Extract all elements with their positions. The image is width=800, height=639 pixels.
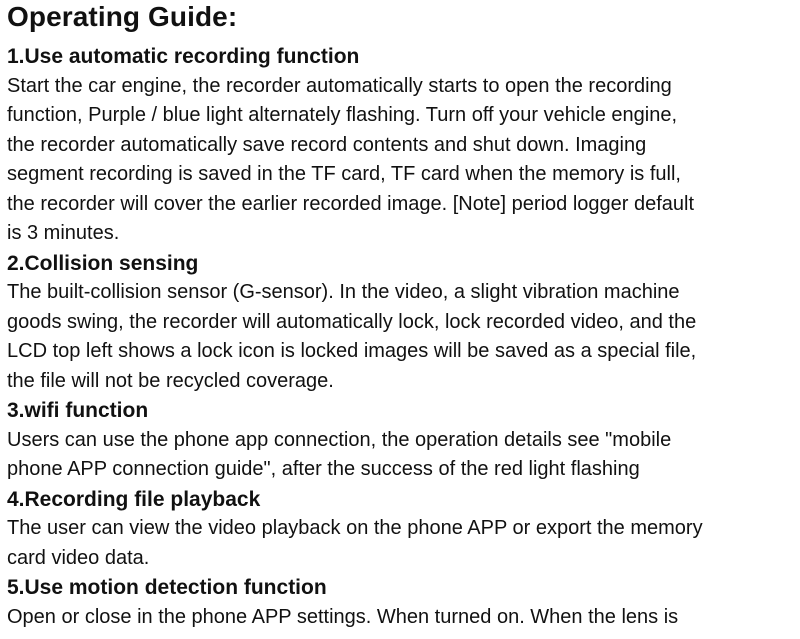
paragraph-line: the recorder automatically save record contents and shut down. Imaging [7,133,647,156]
paragraph-line: LCD top left shows a lock icon is locked images will be saved as a special file, [7,340,697,362]
section-automatic-recording [7,42,797,249]
paragraph-line: Users can use the phone app connection, the operation details see "mobile [7,428,672,451]
section-wifi-function [7,396,797,485]
paragraph-line: goods swing, the recorder will automatically lock, lock recorded video, and the [7,310,697,333]
paragraph-line: Start the car engine, the recorder automatically starts to open the recording [7,74,672,97]
section-motion-detection [7,573,797,632]
section-heading: 1.Use automatic recording function [7,45,360,68]
paragraph-line: The built-collision sensor (G-sensor). In the video, a slight vibration machine [7,281,680,303]
section-paragraph [7,603,797,633]
section-heading: 5.Use motion detection function [7,576,327,599]
page-title: Operating Guide: [7,1,238,32]
paragraph-line: segment recording is saved in the TF card, TF card when the memory is full, [7,163,681,185]
section-paragraph [7,278,797,396]
section-heading: 3.wifi function [7,399,149,422]
paragraph-line: phone APP connection guide", after the success of the red light flashing [7,458,640,480]
section-heading: 4.Recording file playback [7,487,261,511]
paragraph-line: The user can view the video playback on the phone APP or export the memory [7,517,703,539]
section-file-playback [7,485,797,574]
paragraph-line: the file will not be recycled coverage. [7,369,334,392]
operating-guide-page [7,0,797,632]
section-paragraph [7,72,797,249]
section-paragraph [7,426,797,485]
paragraph-line: card video data. [7,546,150,569]
section-paragraph [7,514,797,573]
paragraph-line: the recorder will cover the earlier recorded image. [Note] period logger default [7,192,695,215]
paragraph-line: Open or close in the phone APP settings. When turned on. When the lens is [7,605,679,628]
section-heading: 2.Collision sensing [7,251,199,275]
paragraph-line: function, Purple / blue light alternately flashing. Turn off your vehicle engine, [7,104,678,126]
section-collision-sensing [7,249,797,397]
paragraph-line: is 3 minutes. [7,222,120,244]
